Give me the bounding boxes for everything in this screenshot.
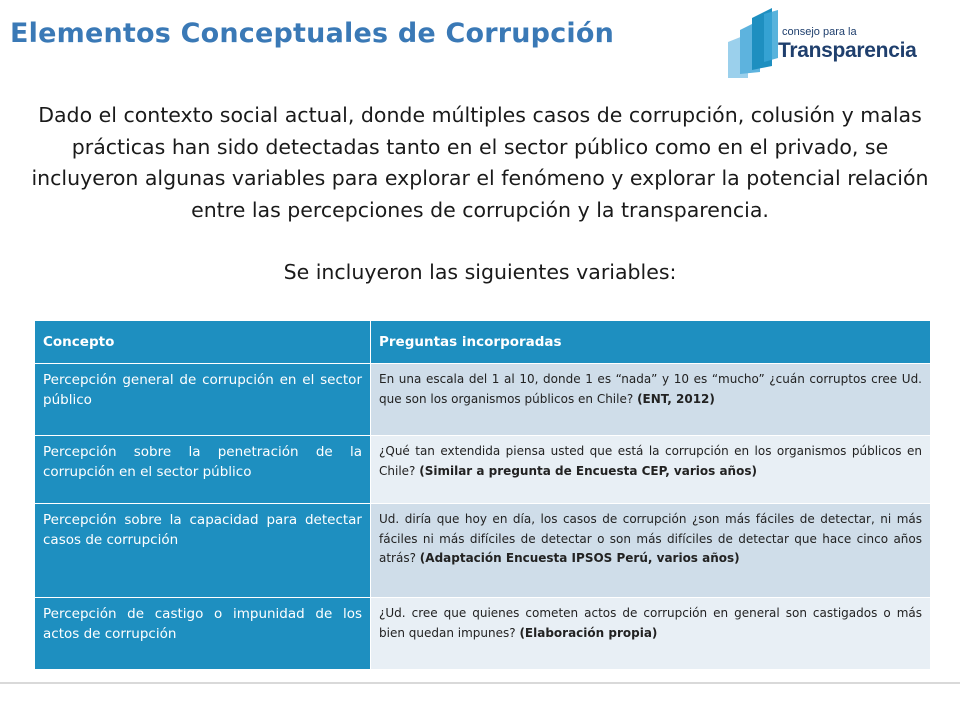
table-row	[35, 364, 931, 436]
question-source: (ENT, 2012)	[637, 391, 715, 406]
logo-text-top: consejo para la	[782, 26, 857, 38]
concept-cell: Percepción general de corrupción en el sector público	[35, 364, 371, 436]
question-cell	[371, 436, 931, 504]
table-row	[35, 504, 931, 598]
intro-paragraph: Dado el contexto social actual, donde múltiples casos de corrupción, colusión y malas prácticas han sido detectadas tanto en el sector público como en el privado, se incluyeron algunas variables para explorar el fenómeno y explorar la potencial relación entre las percepciones de corrupción y la transparencia.	[31, 103, 929, 222]
question-source: (Adaptación Encuesta IPSOS Perú, varios años)	[419, 551, 740, 565]
question-text: Ud. diría que hoy en día, los casos de corrupción ¿son más fáciles de detectar, ni más fáciles ni más difíciles de detectar o son más difíciles de detectar que hace cinco años atrás?	[379, 512, 922, 565]
logo-text-main: Transparencia	[778, 39, 917, 62]
concept-cell: Percepción sobre la capacidad para detectar casos de corrupción	[35, 504, 371, 598]
column-header-concept: Concepto	[35, 321, 371, 364]
column-header-questions: Preguntas incorporadas	[371, 321, 931, 364]
concept-cell: Percepción sobre la penetración de la corrupción en el sector público	[35, 436, 371, 504]
question-source: (Elaboración propia)	[519, 625, 658, 640]
footer-divider	[0, 682, 960, 684]
question-cell	[371, 598, 931, 670]
variables-table	[34, 320, 931, 670]
concept-cell: Percepción de castigo o impunidad de los actos de corrupción	[35, 598, 371, 670]
variables-heading: Se incluyeron las siguientes variables:	[283, 260, 677, 284]
page-title: Elementos Conceptuales de Corrupción	[10, 18, 615, 49]
question-text: ¿Qué tan extendida piensa usted que está la corrupción en los organismos públicos en Chile?	[379, 444, 922, 478]
table-row	[35, 598, 931, 670]
question-cell	[371, 364, 931, 436]
table-row	[35, 436, 931, 504]
logo	[726, 8, 917, 78]
logo-mark	[726, 8, 786, 78]
question-cell	[371, 504, 931, 598]
question-source: (Similar a pregunta de Encuesta CEP, varios años)	[419, 463, 757, 478]
table-header-row	[35, 321, 931, 364]
question-text: En una escala del 1 al 10, donde 1 es “nada” y 10 es “mucho” ¿cuán corruptos cree Ud. que son los organismos públicos en Chile?	[379, 372, 922, 406]
question-text: ¿Ud. cree que quienes cometen actos de corrupción en general son castigados o más bien quedan impunes?	[379, 606, 922, 640]
